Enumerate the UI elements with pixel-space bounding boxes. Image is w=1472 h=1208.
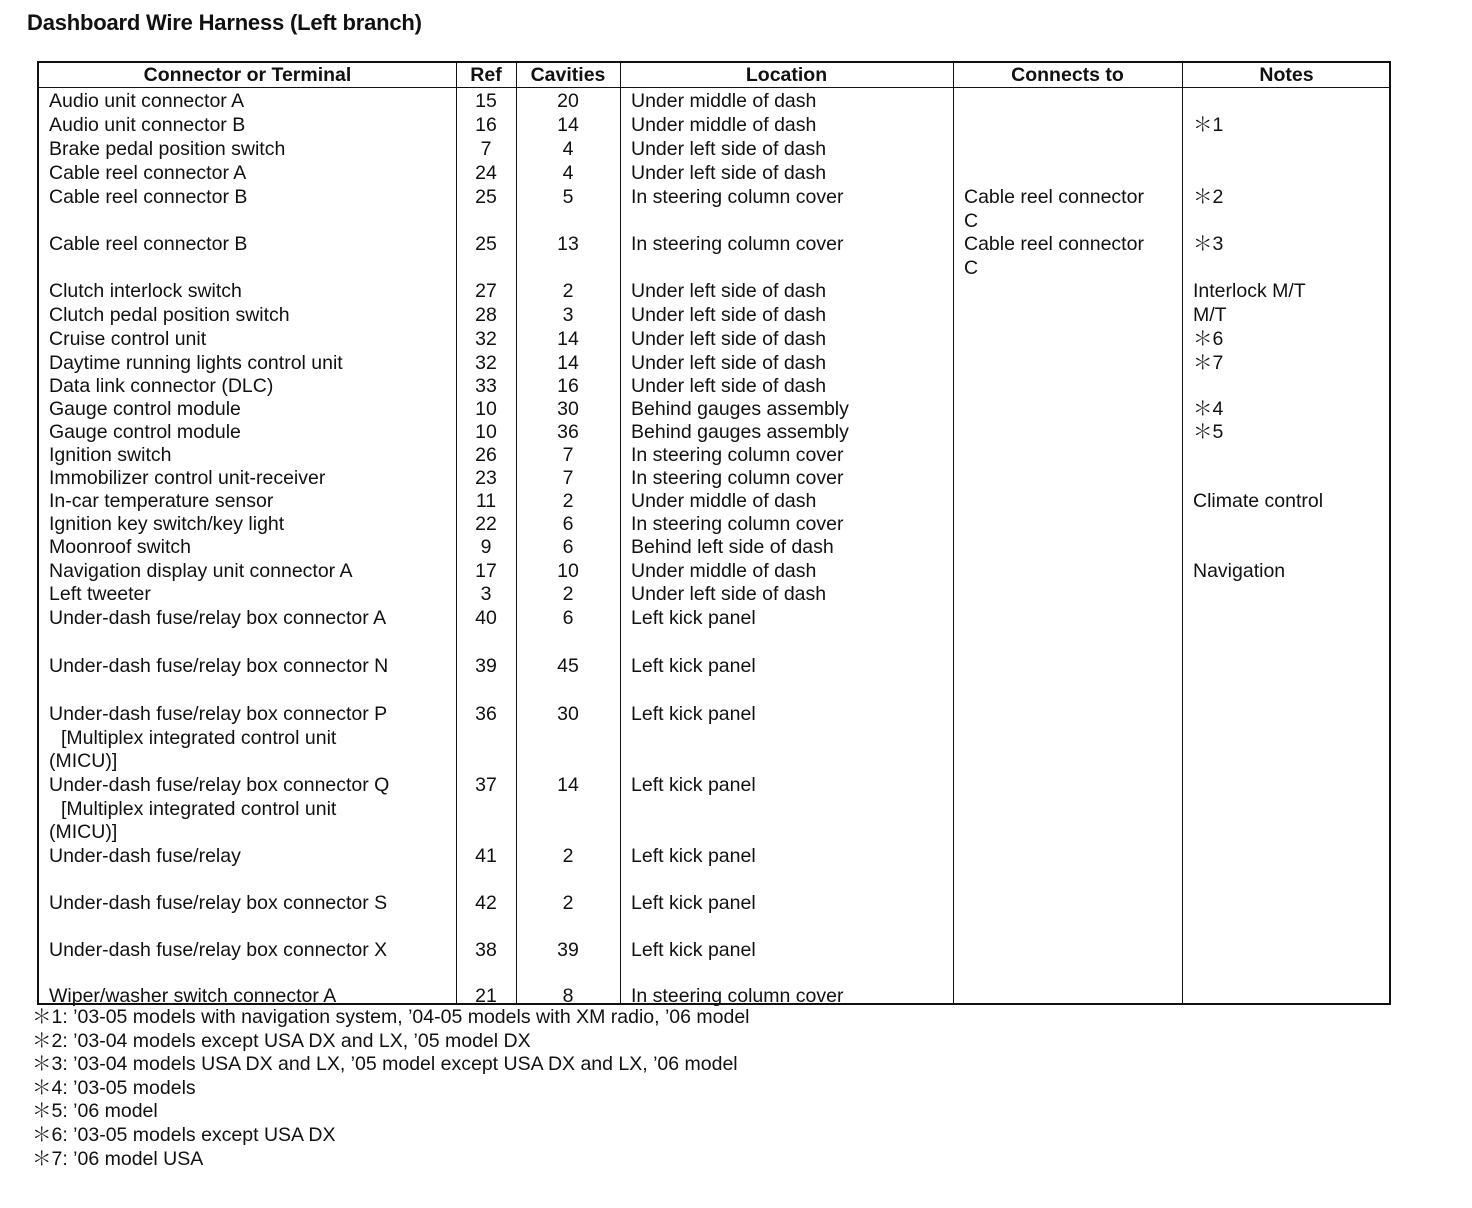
cell-connector: Under-dash fuse/relay [49,845,241,867]
cell-cavities: 30 [557,398,579,420]
cell-connector: Under-dash fuse/relay box connector P [49,703,388,725]
cell-cavities: 13 [557,233,579,255]
cell-ref: 25 [475,233,497,255]
cell-cavities: 14 [557,774,579,796]
cell-connector: Ignition key switch/key light [49,513,285,535]
cell-location: Under left side of dash [631,352,827,374]
cell-location: Under left side of dash [631,583,827,605]
cell-notes: ＊5 [1193,421,1224,443]
cell-cavities: 4 [562,162,574,184]
cell-cavities: 2 [562,490,574,512]
cell-ref: 38 [475,939,497,961]
cell-ref: 9 [480,536,492,558]
cell-ref: 26 [475,444,497,466]
cell-location: Under middle of dash [631,490,817,512]
header-connects-to: Connects to [1011,64,1124,86]
cell-location: Left kick panel [631,774,756,796]
footnote: ＊7: ’06 model USA [32,1147,204,1170]
cell-location: In steering column cover [631,186,844,208]
cell-connector: Under-dash fuse/relay box connector A [49,607,387,629]
cell-connects-to: C [964,209,979,232]
cell-location: Under left side of dash [631,328,827,350]
cell-cavities: 2 [562,845,574,867]
cell-connector: Under-dash fuse/relay box connector Q [49,774,390,796]
cell-notes: Climate control [1193,490,1324,512]
cell-ref: 41 [475,845,497,867]
page-title: Dashboard Wire Harness (Left branch) [27,10,422,35]
cell-connector: Ignition switch [49,444,172,466]
cell-location: In steering column cover [631,467,844,489]
cell-connector: Left tweeter [49,583,151,605]
cell-cavities: 45 [557,655,579,677]
cell-location: Under left side of dash [631,138,827,160]
cell-cavities: 2 [562,280,574,302]
cell-ref: 36 [475,703,497,725]
cell-connects-to: Cable reel connector [964,233,1144,255]
cell-cavities: 36 [557,421,579,443]
cell-connector: (MICU)] [49,821,118,843]
cell-connector: Cable reel connector B [49,186,248,208]
cell-ref: 21 [475,985,497,1007]
cell-location: Left kick panel [631,655,756,677]
cell-cavities: 3 [562,304,574,326]
footnotes [32,1006,750,1171]
header-connector: Connector or Terminal [143,64,352,86]
footnote: ＊1: ’03-05 models with navigation system, ’04-05 models with XM radio, ’06 model [32,1006,750,1028]
cell-location: Under middle of dash [631,114,817,136]
cell-connector: Clutch interlock switch [49,280,242,302]
cell-location: Left kick panel [631,845,756,867]
cell-ref: 24 [475,162,497,184]
cell-location: In steering column cover [631,513,844,535]
cell-ref: 42 [475,892,497,914]
cell-location: In steering column cover [631,444,844,466]
cell-ref: 28 [475,304,497,326]
cell-ref: 17 [475,560,497,582]
cell-connector: Gauge control module [49,398,241,420]
cell-ref: 25 [475,186,497,208]
cell-ref: 39 [475,655,497,677]
cell-cavities: 14 [557,328,579,350]
cell-connector: Audio unit connector A [49,90,245,112]
cell-location: Left kick panel [631,703,756,725]
column-divider [953,63,954,1003]
cell-connector: [Multiplex integrated control unit [61,726,337,749]
cell-location: Under middle of dash [631,90,817,112]
cell-ref: 10 [475,398,497,420]
cell-location: Under middle of dash [631,560,817,582]
cell-ref: 32 [475,352,497,374]
cell-location: Behind gauges assembly [631,421,849,443]
cell-cavities: 16 [557,375,579,397]
cell-connector: (MICU)] [49,750,118,772]
cell-location: Under left side of dash [631,304,827,326]
cell-cavities: 2 [562,583,574,605]
cell-cavities: 14 [557,352,579,374]
cell-ref: 3 [480,583,492,605]
cell-connector: Immobilizer control unit-receiver [49,467,326,489]
column-divider [1182,63,1183,1003]
cell-location: Under left side of dash [631,375,827,397]
footnote: ＊2: ’03-04 models except USA DX and LX, ’05 model DX [32,1029,531,1052]
cell-connector: Under-dash fuse/relay box connector N [49,655,389,677]
cell-ref: 15 [475,90,497,112]
connector-table [37,61,1391,1005]
cell-ref: 22 [475,513,497,535]
header-divider [39,87,1389,88]
cell-connector: [Multiplex integrated control unit [61,797,337,820]
cell-cavities: 2 [562,892,574,914]
cell-cavities: 20 [557,90,579,112]
cell-connector: Cable reel connector A [49,162,247,184]
cell-ref: 7 [480,138,492,160]
cell-notes: M/T [1193,304,1227,326]
cell-connects-to: Cable reel connector [964,186,1144,208]
cell-notes: ＊2 [1193,186,1224,208]
cell-ref: 11 [475,490,497,512]
cell-cavities: 6 [562,607,574,629]
cell-ref: 23 [475,467,497,489]
cell-cavities: 6 [562,536,574,558]
cell-location: Left kick panel [631,607,756,629]
cell-ref: 37 [475,774,497,796]
cell-location: Left kick panel [631,892,756,914]
cell-connector: Navigation display unit connector A [49,560,353,582]
cell-notes: ＊1 [1193,114,1224,136]
cell-connector: Cruise control unit [49,328,207,350]
cell-location: Behind left side of dash [631,536,834,558]
header-ref: Ref [470,64,502,86]
cell-cavities: 10 [557,560,579,582]
cell-cavities: 7 [562,467,574,489]
cell-notes: Interlock M/T [1193,280,1306,302]
cell-cavities: 5 [562,186,574,208]
header-location: Location [745,64,828,86]
cell-cavities: 14 [557,114,579,136]
cell-location: In steering column cover [631,985,844,1007]
cell-ref: 10 [475,421,497,443]
cell-connector: Cable reel connector B [49,233,248,255]
cell-connector: Moonroof switch [49,536,191,558]
column-divider [620,63,621,1003]
header-cavities: Cavities [530,64,606,86]
cell-location: Behind gauges assembly [631,398,849,420]
footnote: ＊5: ’06 model [32,1100,158,1123]
cell-connects-to: C [964,256,979,279]
cell-connector: Data link connector (DLC) [49,375,274,397]
cell-connector: Wiper/washer switch connector A [49,985,337,1007]
cell-cavities: 8 [562,985,574,1007]
cell-ref: 27 [475,280,497,302]
cell-connector: Audio unit connector B [49,114,246,136]
cell-connector: Daytime running lights control unit [49,352,343,374]
cell-connector: Under-dash fuse/relay box connector X [49,939,388,961]
cell-connector: Gauge control module [49,421,241,443]
cell-connector: Brake pedal position switch [49,138,286,160]
cell-connector: In-car temperature sensor [49,490,274,512]
cell-ref: 32 [475,328,497,350]
cell-connector: Clutch pedal position switch [49,304,290,326]
cell-location: In steering column cover [631,233,844,255]
header-notes: Notes [1259,64,1314,86]
cell-notes: ＊7 [1193,352,1224,374]
cell-cavities: 6 [562,513,574,535]
cell-notes: ＊4 [1193,398,1224,420]
cell-connector: Under-dash fuse/relay box connector S [49,892,388,914]
cell-notes: Navigation [1193,560,1286,582]
cell-cavities: 7 [562,444,574,466]
cell-ref: 33 [475,375,497,397]
cell-ref: 16 [475,114,497,136]
cell-cavities: 39 [557,939,579,961]
footnote: ＊3: ’03-04 models USA DX and LX, ’05 model except USA DX and LX, ’06 model [32,1053,738,1076]
cell-location: Left kick panel [631,939,756,961]
footnote: ＊6: ’03-05 models except USA DX [32,1123,336,1146]
cell-notes: ＊3 [1193,233,1224,255]
cell-location: Under left side of dash [631,162,827,184]
cell-cavities: 30 [557,703,579,725]
cell-location: Under left side of dash [631,280,827,302]
cell-notes: ＊6 [1193,328,1224,350]
cell-cavities: 4 [562,138,574,160]
cell-ref: 40 [475,607,497,629]
footnote: ＊4: ’03-05 models [32,1076,196,1099]
